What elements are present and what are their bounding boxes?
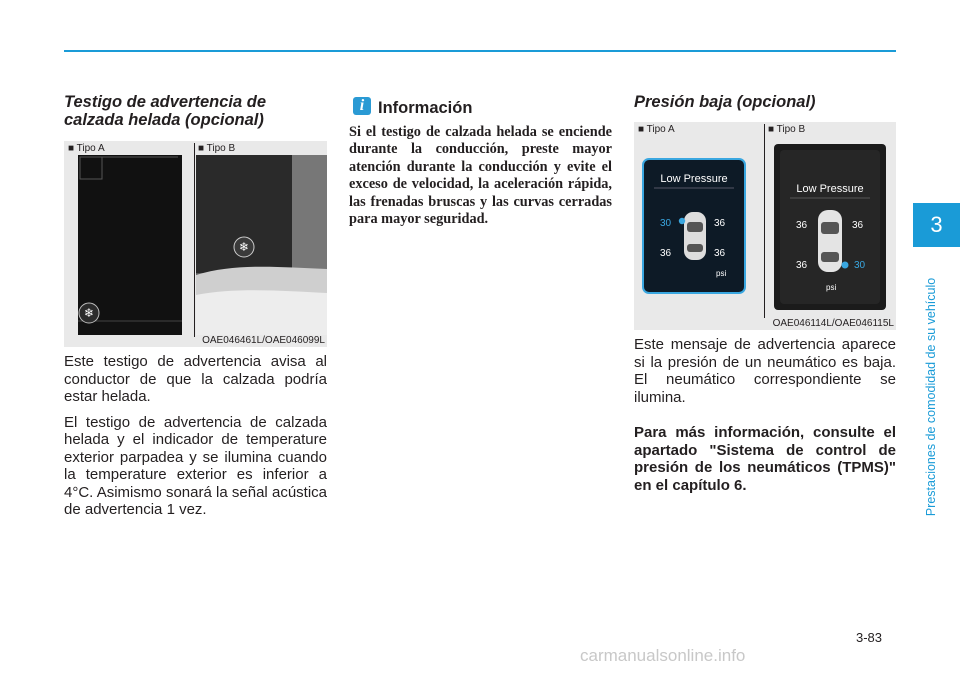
figure-label-type-a: ■ Tipo A (68, 143, 105, 154)
paragraph: Este testigo de advertencia avisa al conductor de que la calzada podría estar helada. (64, 353, 327, 405)
chapter-title (924, 254, 944, 540)
tire-rear-left: 36 (796, 260, 808, 271)
snowflake-icon (234, 237, 254, 257)
tire-rear-right: 30 (854, 260, 866, 271)
tpms-screen-type-b (774, 144, 886, 310)
heading-line-2: calzada helada (opcional) (64, 111, 264, 129)
cluster-type-b-image (196, 155, 327, 335)
tire-rear-right: 36 (714, 248, 726, 259)
figure-code: OAE046114L/OAE046115L (772, 318, 894, 329)
figure-label-type-b: ■ Tipo B (198, 143, 236, 154)
tpms-screen-type-a (642, 158, 746, 294)
snowflake-icon (79, 303, 99, 323)
heading-line-1: Testigo de advertencia de (64, 93, 267, 111)
tire-front-left: 30 (660, 218, 672, 229)
left-body (64, 353, 327, 527)
tire-front-left: 36 (796, 220, 808, 231)
unit-label: psi (716, 269, 727, 278)
right-column (634, 93, 896, 111)
figure-code: OAE046461L/OAE046099L (202, 335, 325, 346)
unit-label: psi (826, 283, 837, 292)
section-heading: Presión baja (opcional) (634, 93, 816, 111)
right-body (634, 336, 896, 502)
figure-divider (194, 143, 195, 337)
header-rule (64, 50, 896, 52)
info-icon: i (353, 97, 371, 115)
paragraph: Para más información, consulte el apartado "Sistema de control de presión de los neumáticos (TPMS)" en el capítulo 6. (634, 424, 896, 494)
tire-front-right: 36 (714, 218, 726, 229)
info-box (349, 124, 612, 228)
paragraph: Este mensaje de advertencia aparece si la presión de un neumático es baja. El neumático correspondiente se ilumina. (634, 336, 896, 406)
cluster-type-a-image (78, 155, 182, 335)
section-heading (64, 93, 327, 129)
svg-text:❄: ❄ (83, 306, 95, 320)
figure-label-type-b: ■ Tipo B (768, 124, 806, 135)
chapter-tab: 3 (913, 203, 960, 247)
screen-title: Low Pressure (660, 173, 728, 185)
low-pressure-figure (634, 122, 896, 330)
screen-title: Low Pressure (796, 183, 864, 195)
ice-warning-figure (64, 141, 327, 347)
left-column (64, 93, 327, 129)
info-title: Información (378, 99, 473, 117)
figure-label-type-a: ■ Tipo A (638, 124, 675, 135)
paragraph: El testigo de advertencia de calzada helada y el indicador de temperature exterior parpadea y se ilumina cuando la temperature exterior es inferior a 4°C. Asimismo sonará la señal acústica de advertencia 1 vez. (64, 413, 327, 518)
tire-front-right: 36 (852, 220, 864, 231)
page-number: 3-83 (856, 630, 883, 645)
watermark: carmanualsonline.info (580, 646, 746, 665)
chapter-title-text: Prestaciones de comodidad de su vehículo (924, 277, 938, 517)
info-text: Si el testigo de calzada helada se enciende durante la conducción, preste mayor atención durante la conducción y evite el exceso de velocidad, la aceleración rápida, las frenadas bruscas y las curvas cerradas para mayor seguridad. (349, 124, 612, 228)
figure-divider (764, 124, 765, 318)
tire-rear-left: 36 (660, 248, 672, 259)
svg-text:❄: ❄ (238, 240, 250, 254)
